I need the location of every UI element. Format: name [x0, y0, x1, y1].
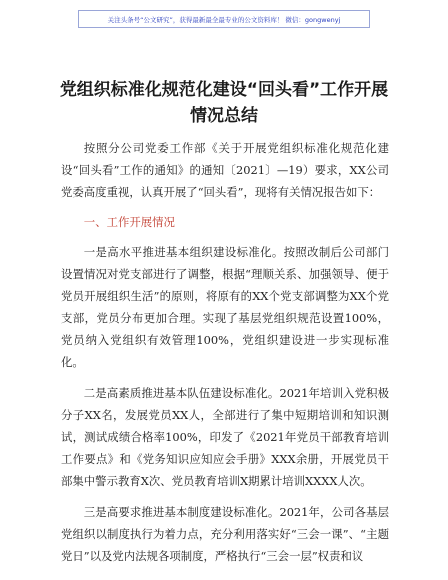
body-paragraph-3: 三是高要求推进基本制度建设标准化。2021年，公司各基层党组织以制度执行为着力点，充分利用落实好“三会一课”、“主题党日”以及党内法规各项制度，严格执行“三会一层”权责和议: [61, 505, 389, 563]
section-heading: 一、工作开展情况: [83, 215, 175, 229]
document-title: 党组织标准化规范化建设“回头看”工作开展情况总结: [59, 80, 389, 126]
promo-banner: [78, 10, 370, 28]
promo-banner-text: 关注头条号“公文研究”，获得最新最全最专业的公文资料库！ 微信：gongwenyj: [107, 15, 341, 24]
intro-paragraph: 按照分公司党委工作部《关于开展党组织标准化规范化建设“回头看”工作的通知》的通知〔2021〕—19）要求，XX公司党委高度重视，认真开展了“回头看”，现将有关情况报告如下：: [61, 141, 389, 199]
body-paragraph-2: 二是高素质推进基本队伍建设标准化。2021年培训入党积极分子XX名，发展党员XX人，全部进行了集中短期培训和知识测试，测试成绩合格率100%，印发了《2021年党员干部教育培训工作要点》和《党务知识应知应会手册》XXX余册，开展党员干部集中警示教育X次、党员教育培训X期累计培训XXXX人次。: [61, 386, 389, 488]
body-paragraph-1: 一是高水平推进基本组织建设标准化。按照改制后公司部门设置情况对党支部进行了调整，根据“理顺关系、加强领导、便于党员开展组织生活”的原则，将原有的XX个党支部调整为XX个党支部，党员分布更加合理。实现了基层党组织规范设置100%，党员纳入党组织有效管理100%，党组织建设进一步实现标准化。: [61, 245, 389, 369]
document-body: [61, 137, 389, 567]
